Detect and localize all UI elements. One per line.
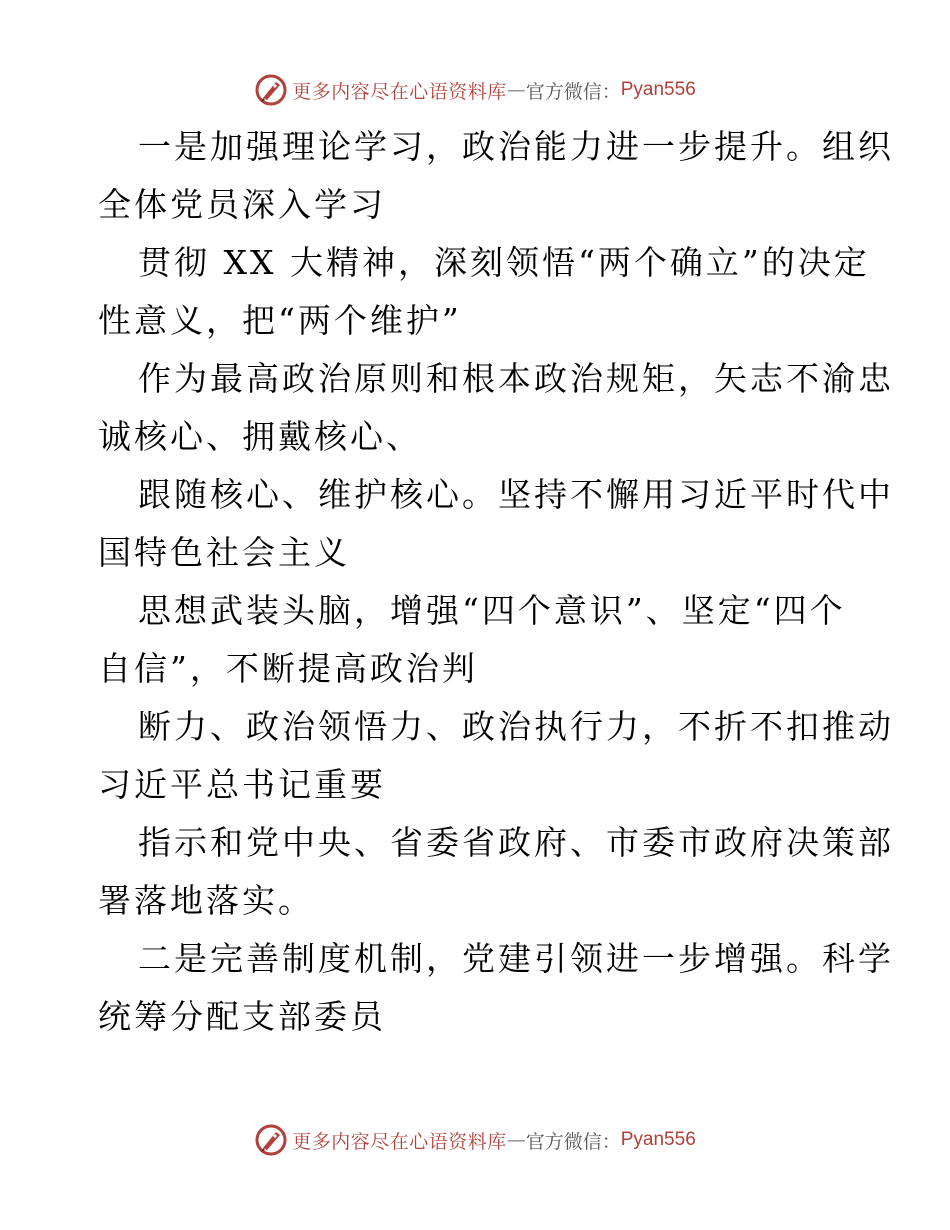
- paragraph-line: 自信”，不断提高政治判: [98, 649, 478, 688]
- footer-wechat-label: 官方微信：: [525, 1130, 621, 1153]
- paragraph-line: 跟随核心、维护核心。坚持不懈用习近平时代中: [138, 475, 894, 514]
- document-body: [98, 118, 894, 1046]
- quill-logo-icon: [254, 1123, 288, 1157]
- footer-separator: —: [506, 1129, 526, 1151]
- paragraph-line: 指示和党中央、省委省政府、市委市政府决策部: [138, 823, 894, 862]
- paragraph-line: 作为最高政治原则和根本政治规矩，矢志不渝忠: [138, 359, 894, 398]
- header-banner: [0, 70, 950, 110]
- paragraph-line: 习近平总书记重要: [98, 765, 386, 804]
- paragraph-line: 一是加强理论学习，政治能力进一步提升。组织: [138, 127, 894, 166]
- footer-banner-text: 更多内容尽在心语资料库: [292, 1130, 507, 1153]
- paragraph-line: 思想武装头脑，增强“四个意识”、坚定“四个: [138, 591, 846, 630]
- paragraph-line: 诚核心、拥戴核心、: [98, 417, 422, 456]
- header-wechat-id: Pyan556: [620, 79, 696, 100]
- paragraph-line: 性意义，把“两个维护”: [98, 301, 462, 340]
- header-wechat-label: 官方微信：: [525, 80, 621, 103]
- paragraph-line: 二是完善制度机制，党建引领进一步增强。科学: [138, 939, 894, 978]
- footer-banner: [0, 1120, 950, 1160]
- paragraph-line: 贯彻 XX 大精神，深刻领悟“两个确立”的决定: [138, 243, 870, 282]
- quill-logo-icon: [254, 73, 288, 107]
- footer-wechat-id: Pyan556: [620, 1129, 696, 1150]
- paragraph-line: 断力、政治领悟力、政治执行力，不折不扣推动: [138, 707, 894, 746]
- header-banner-text: 更多内容尽在心语资料库: [292, 80, 507, 103]
- paragraph-line: 署落地落实。: [98, 881, 314, 920]
- paragraph-line: 国特色社会主义: [98, 533, 350, 572]
- paragraph-line: 统筹分配支部委员: [98, 997, 386, 1036]
- header-separator: —: [506, 79, 526, 101]
- paragraph-line: 全体党员深入学习: [98, 185, 386, 224]
